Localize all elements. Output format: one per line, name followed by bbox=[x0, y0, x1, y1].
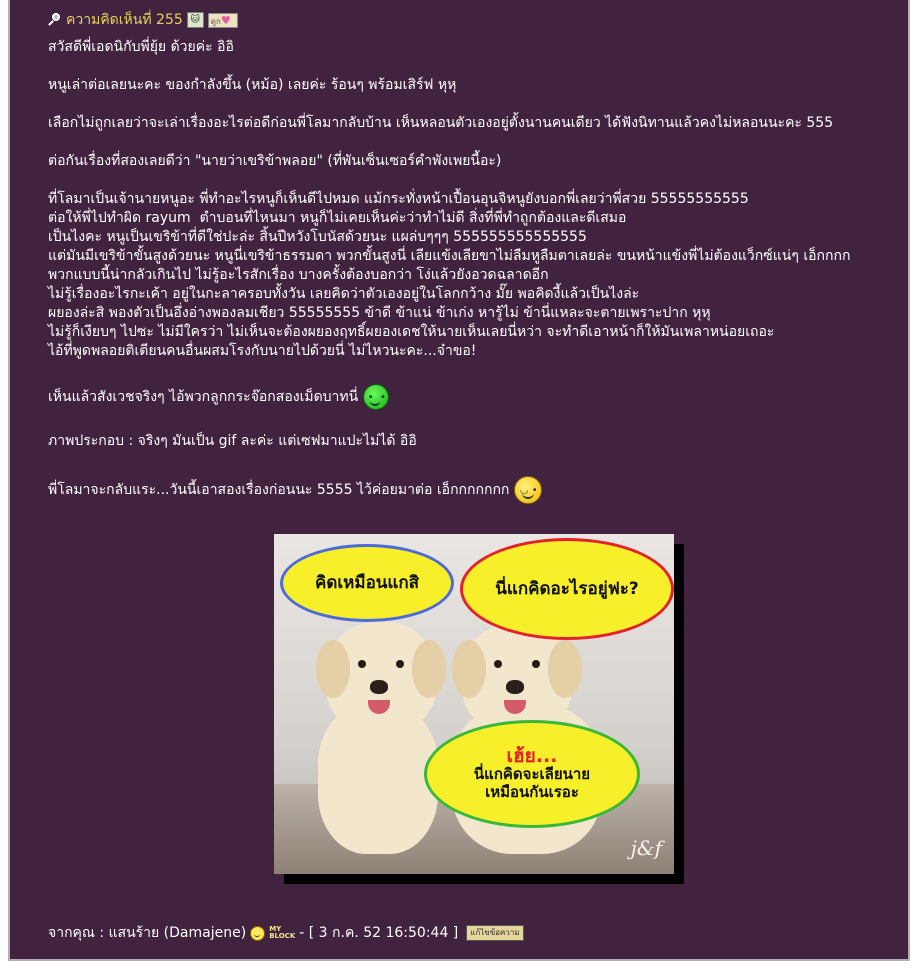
speech-bubble-bottom: เฮ้ย... นี่แกคิดจะเลียนาย เหมือนกันเรอะ bbox=[424, 720, 640, 828]
dog-left-head bbox=[326, 622, 436, 732]
body-line: หนูเล่าต่อเลยนะคะ ของกำลังขึ้น (หม้อ) เลยค่ะ ร้อนๆ พร้อมเสิร์ฟ หุหุ bbox=[48, 77, 457, 93]
speech-bubble-right: นี่แกคิดอะไรอยู่ฟะ? bbox=[460, 538, 674, 640]
magnifier-icon bbox=[48, 13, 62, 27]
author-label: จากคุณ : แสนร้าย (Damajene) bbox=[48, 925, 247, 941]
body-line: แต่มันมีเขริข้าขั้นสูงด้วยนะ หนูนี่เขริข้าธรรมดา พวกขั้นสูงนี่ เลียแข้งเลียขาไม่ลืมหูลืมตาเลยล่ะ ขนหน้าแข้งพี่ไม่ต้องแว็กซ์แน่ๆ เอ็กกกก bbox=[48, 248, 851, 264]
goodbye-line: พี่โลมาจะกลับแระ...วันนี้เอาสองเรื่องก่อนนะ 5555 ไว้ค่อยมาต่อ เอ็กกกกกกก ◡ • bbox=[48, 476, 908, 504]
comment-body bbox=[48, 38, 908, 504]
caption-line: ภาพประกอบ : จริงๆ มันเป็น gif ละค่ะ แต่เซฟมาแปะไม่ได้ อิอิ bbox=[48, 433, 417, 449]
body-line: เป็นไงคะ หนูเป็นเขริข้าที่ดีใช่ปะล่ะ สิ้นปีหวังโบนัสด้วยนะ แผล่บๆๆๆ 555555555555555 bbox=[48, 229, 587, 245]
dog-right-head bbox=[462, 624, 572, 732]
body-line-emoji: เห็นแล้วสังเวชจริงๆ ไอ้พวกลูกกระจ๊อกสองเม็ดบาทนี่ • • bbox=[48, 384, 908, 410]
body-line: สวัสดีพี่เอดนิกับพี่ยุ้ย ด้วยค่ะ อิอิ bbox=[48, 39, 234, 55]
comment-footer bbox=[48, 922, 524, 944]
body-line: ไม่รู้ก็เงียบๆ ไปซะ ไม่มีใครว่า ไม่เห็นจะต้องผยองฤทธิ์ผยองเดชให้นายเห็นเลยนี่หว่า จะทำดีเอาหน้าก็ให้มันเพลาหน่อยเถอะ bbox=[48, 324, 775, 340]
author-smiley-icon bbox=[250, 926, 265, 941]
body-line: ต่อกันเรื่องที่สองเลยดีว่า "นายว่าเขริข้าพลอย" (ที่พันเซ็นเซอร์คำพังเพยนี้อะ) bbox=[48, 153, 502, 169]
body-line: ที่โลมาเป็นเจ้านายหนูอะ พี่ทำอะไรหนูก็เห็นดีไปหมด แม้กระทั่งหน้าเปื้อนอุนจิหนูยังบอกพี่เลยว่าพี่สวย 55555555555 bbox=[48, 191, 749, 207]
body-line: พวกแบบนี้น่ากลัวเกินไป ไม่รู้อะไรสักเรื่อง บางครั้งต้องบอกว่า โง่แล้วยังอวดฉลาดอีก bbox=[48, 267, 549, 283]
body-line: ต่อให้พี่ไปทำผิด rayum ตำบอนที่ไหนมา หนูก็ไม่เคยเห็นค่ะว่าทำไม่ดี สิ่งที่พี่ทำถูกต้องและดีเสมอ bbox=[48, 210, 627, 226]
cat-icon: 🐱 bbox=[187, 12, 204, 28]
wink-smiley-icon bbox=[514, 476, 542, 504]
body-line: ผยองล่ะสิ พองตัวเป็นอึ่งอ่างพองลมเชียว 55555555 ข้าดี ข้าแน่ ข้าเก่ง หารู้ไม่ ข้านี่แหละจะตายเพราะปาก หุหุ bbox=[48, 305, 711, 321]
edit-message-button[interactable]: แก้ไขข้อความ bbox=[466, 925, 523, 941]
green-face-emoji-icon bbox=[363, 384, 389, 410]
body-line: ไม่รู้เรื่องอะไรกะเค้า อยู่ในกะลาครอบทั้งวัน เลยคิดว่าตัวเองอยู่ในโลกกว้าง มั๊ย พอคิดงี้แล้วเป็นไงล่ะ bbox=[48, 286, 640, 302]
comment-title: ความคิดเห็นที่ 255 bbox=[66, 12, 183, 28]
body-line: ไอ้ที่พูดพลอยติเตียนคนอื่นผสมโรงกับนายไปด้วยนี่ ไม่ไหวนะคะ...จ๋าขอ! bbox=[48, 343, 477, 359]
post-timestamp: - [ 3 ก.ค. 52 16:50:44 ] bbox=[299, 925, 459, 941]
myblock-link[interactable]: MY BLOCK bbox=[269, 925, 296, 940]
speech-bubble-left: คิดเหมือนแกสิ bbox=[280, 544, 454, 622]
photo-watermark: j&f bbox=[630, 836, 662, 860]
body-line: เลือกไม่ถูกเลยว่าจะเล่าเรื่องอะไรต่อดีก่อนพี่โลมากลับบ้าน เห็นหลอนตัวเองอยู่ตั้งนานคนเดียว ได้ฟังนิทานแล้วคงไม่หลอนนะคะ 555 bbox=[48, 115, 834, 131]
love-badge-icon: ดูก♥ bbox=[208, 13, 238, 28]
illustration-photo bbox=[274, 534, 674, 874]
comment-header bbox=[48, 9, 238, 31]
